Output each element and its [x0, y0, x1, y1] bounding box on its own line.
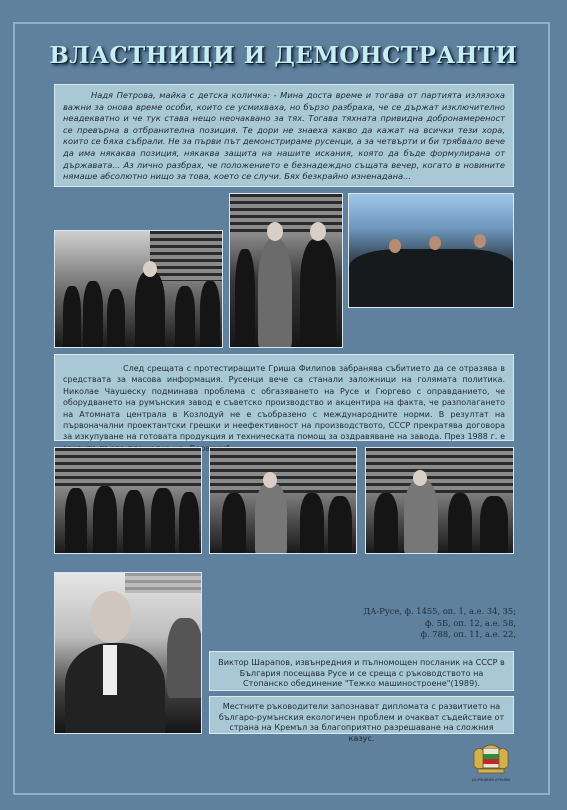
archive-ref: ф. 788, оп. 11, а.е. 22, — [420, 629, 516, 640]
caption-sharapov-visit: Виктор Шарапов, извънредния и пълномощен посланик на СССР в България посещава Русе и се среща с ръководството на Стопанско обединение "Тежко машиностроене"(1989). — [209, 651, 514, 691]
archive-ref: ф. 5Б, оп. 12, а.е. 58, — [424, 617, 516, 628]
photo-speech-2 — [365, 447, 514, 554]
photo-sharapov-portrait — [54, 572, 202, 734]
page-title: ВЛАСТНИЦИ И ДЕМОНСТРАНТИ — [49, 42, 518, 69]
archive-references — [320, 606, 516, 641]
photo-gathering — [54, 447, 202, 554]
archive-ref: ДА-Русе, ф. 1455, оп. 1, а.е. 34, 35; — [363, 606, 516, 616]
quote-text: Надя Петрова, майка с детска количка: - Мина доста време и тогава от партията излязоха важни за онова време особи, които се усмихваха, но бързо разбраха, че се държат изключително неадекватно и че тук става нещо неочаквано за тях. Тогава тяхната привидна добронамереност се превърна в отбранителна позиция. Те дори не знаеха какво да кажат на всички тези хора, които се бяха събрали. Не за първи път демонстрираме русенци, а за четвърти и би трябвало вече да има някаква позиция, някаква защита на нашите искания, която да бъде формулирана от държавата... Аз лично разбрах, че положението е безнадеждно същата вечер, когато в новините нямаше абсолютно нищо за това, което се случи. Бях безкрайно изненадана... — [63, 90, 505, 182]
logo-caption: ДЪРЖАВНИ АРХИВИ — [471, 778, 511, 782]
history-text: След срещата с протестиращите Гриша Филипов забранява събитието да се отразява в средствата за масова информация. Русенци вече са станали заложници на голямата политика. Николае Чаушеску подминава проблема с обгазяването на Русе и Гюргево с оправданието, че оборудването на румънския завод е съветско производство и акцентира на факта, че разполагането на Атомната централа в Козлодуй не е съобразено с международните норми. В резултат на първоначални проектантски грешки и неефективност на производството, СССР прекратява договора за изкупуване на готовата продукция и техническата помощ за оздравяване на завода. През 1988 г. е — [63, 364, 505, 442]
photo-officials — [229, 193, 343, 348]
photo-crowd-speaker — [54, 230, 223, 348]
photo-speech-1 — [209, 447, 357, 554]
history-textbox — [54, 354, 514, 441]
quote-textbox — [54, 84, 514, 187]
photo-crowd-color — [348, 193, 514, 308]
state-archives-logo-icon — [470, 740, 512, 780]
caption-local-leaders: Местните ръководители запознават дипломата с развитието на българо-румънския екологичен проблем и очакват съдействие от страна на Кремъл за благоприятно разрешаване на сложния казус. — [209, 696, 514, 734]
